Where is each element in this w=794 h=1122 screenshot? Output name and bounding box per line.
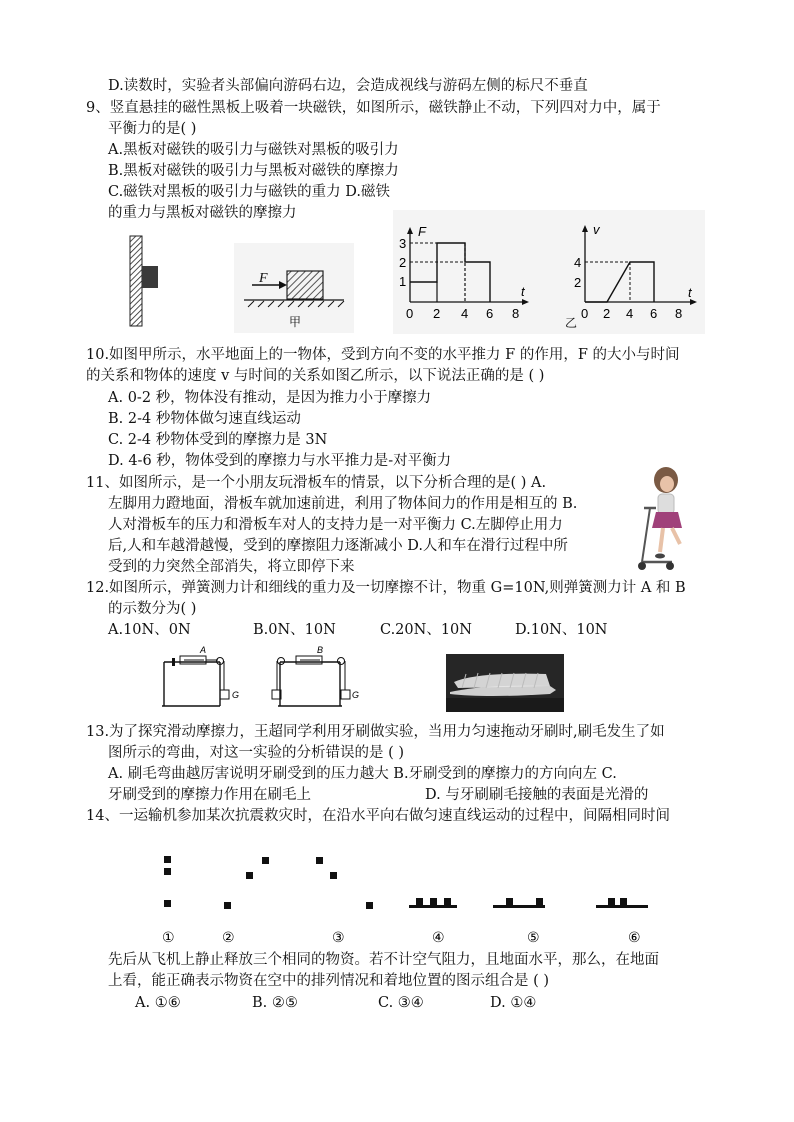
f-xtick-4: 4 [461,306,469,321]
spring-b-label: B [317,645,324,655]
v-xtick-4: 4 [626,306,634,321]
v-tick-2: 2 [574,275,582,290]
q12-option-b: B.0N、10N [253,622,336,638]
f-xtick-8: 8 [512,306,520,321]
q9-option-c-d: C.磁铁对黑板的吸引力与磁铁的重力 D.磁铁 [108,184,391,200]
weight-g-label-2: G [352,690,360,700]
scooter-child-figure [630,458,692,576]
q10-option-d: D. 4-6 秒，物体受到的摩擦力与水平推力是-对平衡力 [108,453,452,469]
drop-label-2: ② [222,929,235,945]
q13-options-a-b-c: A. 刷毛弯曲越厉害说明牙刷受到的压力越大 B.牙刷受到的摩擦力的方向向左 C. [108,766,617,782]
question-13-stem-cont: 图所示的弯曲，对这一实验的分析错误的是 ( ) [108,745,405,761]
f-axis-label: F [418,224,426,239]
q10-option-c: C. 2-4 秒物体受到的摩擦力是 3N [108,432,328,448]
q10-option-a: A. 0-2 秒，物体没有推动，是因为推力小于摩擦力 [108,390,432,406]
force-time-graph [393,210,533,328]
drop-label-3: ③ [332,929,345,945]
drop-label-5: ⑤ [527,929,540,945]
q12-option-d: D.10N、10N [515,622,608,638]
spring-a-label: A [200,645,207,655]
question-10-stem-cont: 的关系和物体的速度 v 与时间的关系如图乙所示，以下说法正确的是 ( ) [86,368,545,384]
f-xtick-6: 6 [486,306,494,321]
option-d-q8: D.读数时，实验者头部偏向游码右边，会造成视线与游码左侧的标尺不垂直 [108,78,588,94]
blackboard-magnet-figure [126,234,162,328]
v-axis-label: v [593,222,600,237]
q9-option-a: A.黑板对磁铁的吸引力与磁铁对黑板的吸引力 [108,142,399,158]
q12-option-c: C.20N、10N [380,622,472,638]
q14-option-b: B. ②⑤ [252,995,298,1011]
v-xtick-6: 6 [650,306,658,321]
f-tick-3: 3 [399,236,407,251]
f-tick-2: 2 [399,255,407,270]
figure-yi-caption: 乙 [565,316,578,330]
figure-jia [234,243,354,333]
question-12-stem-cont: 的示数分为( ) [108,601,197,617]
q14-option-a: A. ①⑥ [135,995,181,1011]
q14-line-2: 先后从飞机上静止释放三个相同的物资。若不计空气阻力，且地面水平，那么，在地面 [108,952,659,968]
question-14-stem: 14、一运输机参加某次抗震救灾时，在沿水平向右做匀速直线运动的过程中，间隔相同时间 [86,808,670,824]
drop-label-1: ① [162,929,175,945]
q9-option-d-cont: 的重力与黑板对磁铁的摩擦力 [108,205,297,221]
drop-label-4: ④ [432,929,445,945]
f-xtick-0: 0 [406,306,414,321]
question-9-stem-cont: 平衡力的是( ) [108,121,197,137]
v-xtick-2: 2 [603,306,611,321]
question-12-stem: 12.如图所示，弹簧测力计和细线的重力及一切摩擦不计，物重 G=10N,则弹簧测力计 A 和 B [86,580,686,596]
q10-option-b: B. 2-4 秒物体做匀速直线运动 [108,411,301,427]
question-11-stem: 11、如图所示，是一个小朋友玩滑板车的情景，以下分析合理的是( ) A. [86,475,547,491]
drop-arrangement-figure [150,848,680,948]
spring-scale-figure [160,644,360,714]
v-tick-4: 4 [574,255,582,270]
t-axis-label: t [521,284,525,299]
q9-option-b: B.黑板对磁铁的吸引力与黑板对磁铁的摩擦力 [108,163,399,179]
q12-option-a: A.10N、0N [108,622,191,638]
f-tick-1: 1 [399,274,407,289]
question-10-stem: 10.如图甲所示，水平地面上的一物体，受到方向不变的水平推力 F 的作用，F 的大小与时间 [86,347,680,363]
force-label-f: F [259,271,268,286]
q13-option-c-cont: 牙刷受到的摩擦力作用在刷毛上 [108,787,311,803]
drop-label-6: ⑥ [628,929,641,945]
q11-line-3: 人对滑板车的压力和滑板车对人的支持力是一对平衡力 C.左脚停止用力 [108,517,563,533]
q13-option-d: D. 与牙刷刷毛接触的表面是光滑的 [425,787,649,803]
q14-line-3: 上看，能正确表示物资在空中的排列情况和着地位置的图示组合是 ( ) [108,973,550,989]
question-13-stem: 13.为了探究滑动摩擦力，王超同学利用牙刷做实验，当用力匀速拖动牙刷时,刷毛发生了如 [86,724,665,740]
q11-line-2: 左脚用力蹬地面，滑板车就加速前进，利用了物体间力的作用是相互的 B. [108,496,578,512]
q14-option-c: C. ③④ [378,995,424,1011]
q11-line-4: 后,人和车越滑越慢，受到的摩擦阻力逐渐减小 D.人和车在滑行过程中所 [108,538,568,554]
toothbrush-photo [446,654,564,712]
v-xtick-8: 8 [675,306,683,321]
q11-line-5: 受到的力突然全部消失，将立即停下来 [108,559,355,575]
f-xtick-2: 2 [433,306,441,321]
figure-yi [393,210,705,334]
weight-g-label-1: G [232,690,240,700]
question-9-stem: 9、竖直悬挂的磁性黑板上吸着一块磁铁，如图所示，磁铁静止不动，下列四对力中，属于 [86,100,661,116]
velocity-time-graph [543,210,703,328]
v-xtick-0: 0 [581,306,589,321]
q14-option-d: D. ①④ [490,995,537,1011]
vt-axis-label: t [688,285,692,300]
figure-jia-caption: 甲 [289,315,302,329]
